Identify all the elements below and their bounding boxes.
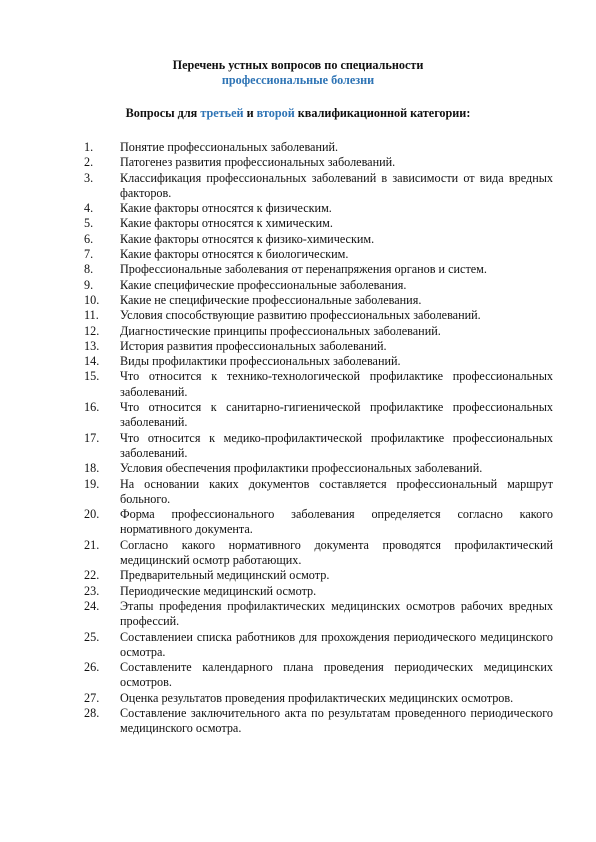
question-text: Какие факторы относятся к физико-химическим. <box>120 231 375 246</box>
question-item <box>0 538 596 569</box>
question-number: 18. <box>84 461 100 476</box>
question-text: Понятие профессиональных заболеваний. <box>120 140 339 154</box>
question-text: Условия обеспечения профилактики профессиональных заболеваний. <box>120 461 483 476</box>
question-text: Что относится к медико-профилактической профилактике профессиональных заболеваний. <box>120 430 553 460</box>
question-item <box>0 278 596 293</box>
question-number: 22. <box>84 568 100 583</box>
question-item <box>0 691 596 706</box>
question-number: 17. <box>84 430 100 445</box>
question-item <box>0 247 596 262</box>
question-number: 13. <box>84 338 100 353</box>
question-text: Согласно какого нормативного документа проводятся профилактический медицинский осмотр работающих. <box>120 537 553 568</box>
question-item <box>0 339 596 354</box>
question-number: 12. <box>84 323 100 338</box>
question-item <box>0 140 596 155</box>
heading-category-third: третьей <box>200 106 244 120</box>
question-item <box>0 308 596 323</box>
question-number: 3. <box>84 170 94 185</box>
heading-suffix: квалификационной категории: <box>294 106 471 120</box>
question-number: 4. <box>84 201 94 216</box>
question-item <box>0 262 596 277</box>
question-number: 28. <box>84 705 100 720</box>
question-number: 27. <box>84 690 100 705</box>
question-number: 9. <box>84 277 94 292</box>
question-text: Составлените календарного плана проведения периодических медицинских осмотров. <box>120 660 553 690</box>
question-item <box>0 584 596 599</box>
question-item <box>0 369 596 400</box>
question-text: Какие не специфические профессиональные заболевания. <box>120 292 422 307</box>
heading-conjunction: и <box>243 106 257 120</box>
question-number: 7. <box>84 247 94 262</box>
question-text: Оценка результатов проведения профилактических медицинских осмотров. <box>120 690 514 705</box>
question-item <box>0 630 596 661</box>
document-title: Перечень устных вопросов по специальности <box>172 58 424 72</box>
question-number: 10. <box>84 292 100 307</box>
question-number: 19. <box>84 476 100 491</box>
question-number: 25. <box>84 629 100 644</box>
question-item <box>0 706 596 737</box>
question-number: 15. <box>84 369 100 384</box>
question-item <box>0 293 596 308</box>
section-heading <box>0 106 596 120</box>
question-number: 6. <box>84 231 94 246</box>
question-text: Какие факторы относятся к химическим. <box>120 216 333 231</box>
question-text: Какие специфические профессиональные заболевания. <box>120 277 407 292</box>
question-number: 24. <box>84 598 100 613</box>
question-number: 14. <box>84 354 100 369</box>
question-number: 26. <box>84 660 100 675</box>
question-text: Диагностические принципы профессиональных заболеваний. <box>120 323 441 338</box>
question-text: Патогенез развития профессиональных заболеваний. <box>120 155 396 170</box>
question-number: 23. <box>84 583 100 598</box>
question-text: Что относится к санитарно-гигиенической профилактике профессиональных заболеваний. <box>120 400 553 430</box>
question-text: Какие факторы относятся к биологическим. <box>120 247 349 262</box>
question-number: 20. <box>84 507 100 522</box>
question-item <box>0 201 596 216</box>
question-text: Форма профессионального заболевания определяется согласно какого нормативного документа. <box>120 507 553 537</box>
question-text: Условия способствующие развитию профессиональных заболеваний. <box>120 308 481 323</box>
question-text: Этапы профедения профилактических медицинских осмотров рабочих вредных профессий. <box>120 598 553 629</box>
question-number: 1. <box>84 140 94 154</box>
question-number: 21. <box>84 537 100 552</box>
question-item <box>0 568 596 583</box>
question-item <box>0 599 596 630</box>
question-item <box>0 431 596 462</box>
question-text: Что относится к технико-технологической профилактике профессиональных заболеваний. <box>120 369 553 399</box>
question-text: Составлениеи списка работников для прохождения периодического медицинского осмотра. <box>120 629 553 659</box>
question-number: 5. <box>84 216 94 231</box>
question-item <box>0 461 596 476</box>
question-text: Периодические медицинский осмотр. <box>120 583 317 598</box>
question-text: Виды профилактики профессиональных заболеваний. <box>120 354 401 369</box>
question-number: 2. <box>84 155 94 170</box>
question-text: Предварительный медицинский осмотр. <box>120 568 330 583</box>
question-item <box>0 171 596 202</box>
question-text: Профессиональные заболевания от перенапряжения органов и систем. <box>120 262 487 277</box>
question-list <box>0 140 596 737</box>
question-text: На основании каких документов составляется профессиональный маршрут больного. <box>120 476 553 506</box>
question-item <box>0 354 596 369</box>
heading-category-second: второй <box>256 106 295 120</box>
question-text: Какие факторы относятся к физическим. <box>120 201 332 216</box>
heading-prefix: Вопросы для <box>125 106 201 120</box>
question-item <box>0 660 596 691</box>
question-text: История развития профессиональных заболеваний. <box>120 338 387 353</box>
question-item <box>0 400 596 431</box>
question-item <box>0 324 596 339</box>
question-text: Составление заключительного акта по результатам проведенного периодического медицинского осмотра. <box>120 705 553 736</box>
question-number: 16. <box>84 400 100 415</box>
question-item <box>0 216 596 231</box>
question-item <box>0 477 596 508</box>
question-text: Классификация профессиональных заболеваний в зависимости от вида вредных факторов. <box>120 170 553 200</box>
document-subtitle: профессиональные болезни <box>221 73 375 87</box>
question-number: 11. <box>84 308 99 323</box>
question-number: 8. <box>84 262 94 277</box>
question-item <box>0 507 596 538</box>
question-item <box>0 155 596 170</box>
question-item <box>0 232 596 247</box>
